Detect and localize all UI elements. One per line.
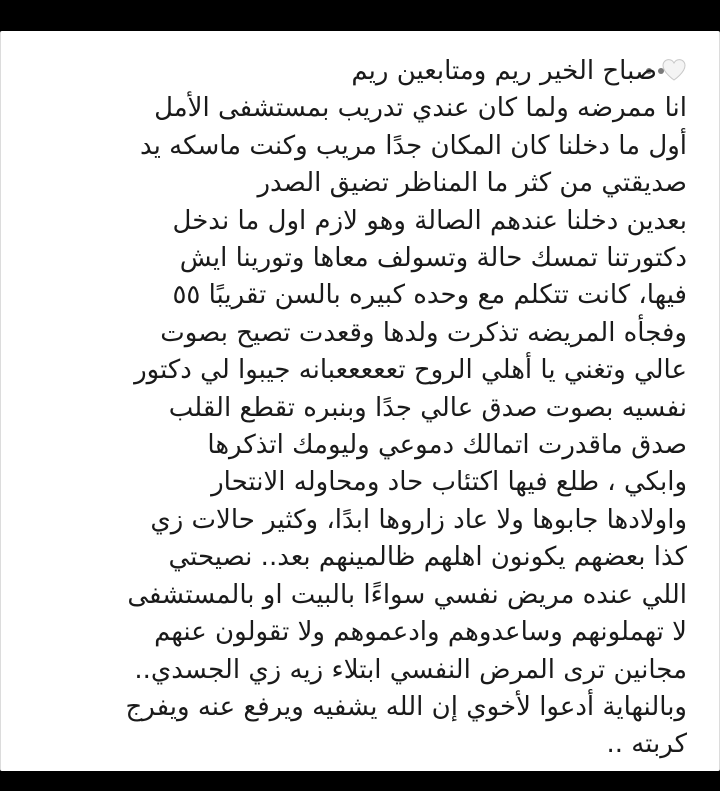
post-line: صديقتي من كثر ما المناظر تضيق الصدر bbox=[257, 168, 687, 199]
post-line: لا تهملونهم وساعدوهم وادعموهم ولا تقولون عنهم bbox=[154, 617, 687, 648]
post-line: وبالنهاية أدعوا لأخوي إن الله يشفيه ويرفع عنه ويفرج bbox=[125, 691, 687, 722]
post-line: بعدين دخلنا عندهم الصالة وهو لازم اول ما ندخل bbox=[172, 205, 687, 236]
post-line: اللي عنده مريض نفسي سواءًا بالبيت او بالمستشفى bbox=[127, 579, 687, 610]
post-line: وفجأه المريضه تذكرت ولدها وقعدت تصيح بصوت bbox=[160, 317, 687, 348]
greeting-line bbox=[7, 53, 687, 90]
post-line: صدق ماقدرت اتمالك دموعي وليومك اتذكرها bbox=[207, 430, 687, 461]
greeting-text: صباح الخير ريم ومتابعين ريم bbox=[351, 56, 657, 86]
post-line: كربته .. bbox=[606, 729, 687, 760]
post-line: أول ما دخلنا كان المكان جدًا مريب وكنت ماسكه يد bbox=[140, 130, 687, 161]
bottom-black-bar bbox=[0, 771, 720, 791]
post-card bbox=[0, 31, 720, 771]
post-line: انا ممرضه ولما كان عندي تدريب بمستشفى الأمل bbox=[154, 93, 687, 124]
white-heart-icon bbox=[661, 58, 687, 82]
top-black-bar bbox=[0, 0, 720, 31]
post-line: دكتورتنا تمسك حالة وتسولف معاها وتورينا ايش bbox=[179, 243, 687, 274]
post-body bbox=[7, 53, 687, 764]
post-line: واولادها جابوها ولا عاد زاروها ابدًا، وكثير حالات زي bbox=[150, 504, 687, 535]
post-line: مجانين ترى المرض النفسي ابتلاء زيه زي الجسدي.. bbox=[134, 654, 687, 685]
post-line: وابكي ، طلع فيها اكتئاب حاد ومحاوله الانتحار bbox=[211, 467, 687, 498]
post-line: فيها، كانت تتكلم مع وحده كبيره بالسن تقريبًا ٥٥ bbox=[172, 280, 687, 311]
post-line: كذا بعضهم يكونون اهلهم ظالمينهم بعد.. نصيحتي bbox=[168, 542, 687, 573]
post-line: نفسيه بصوت صدق عالي جدًا وبنبره تقطع القلب bbox=[168, 392, 687, 423]
post-line: عالي وتغني يا أهلي الروح تعععععبانه جيبوا لي دكتور bbox=[134, 355, 687, 386]
